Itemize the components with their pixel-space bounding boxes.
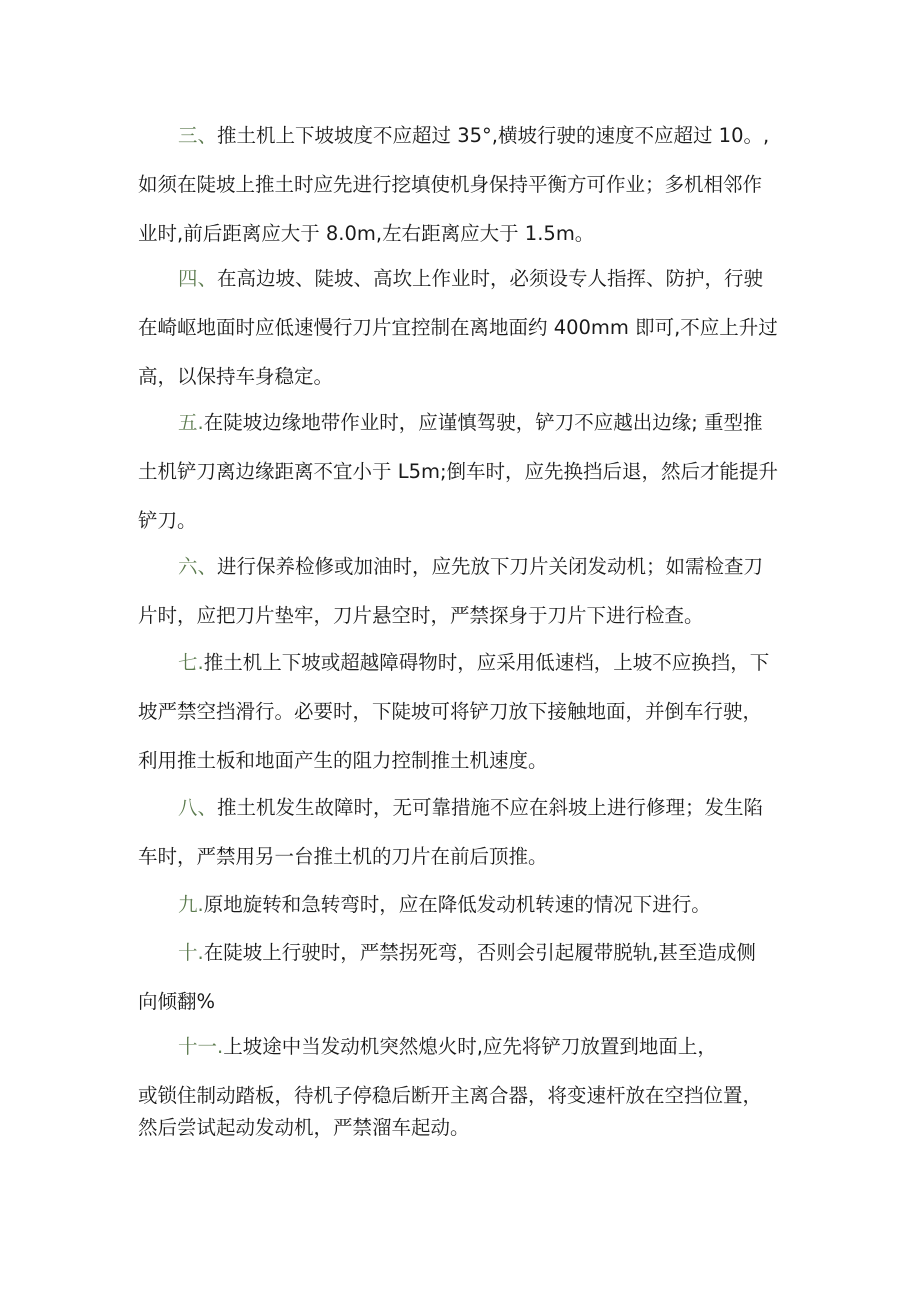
- paragraph-3: [138, 111, 788, 258]
- paragraph-line: 或锁住制动踏板，待机子停稳后断开主离合器，将变速杆放在空挡位置，: [138, 1084, 763, 1107]
- paragraph-5: [138, 398, 788, 545]
- paragraph-line: 然后尝试起动发动机，严禁溜车起动。: [138, 1116, 470, 1139]
- paragraph-line: 在崎岖地面时应低速慢行刀片宜控制在离地面约 400mm 即可,不应上升过: [138, 316, 778, 339]
- paragraph-4: [138, 254, 788, 401]
- paragraph-line: 片时，应把刀片垫牢，刀片悬空时，严禁探身于刀片下进行检查。: [138, 604, 704, 627]
- paragraph-line: 在陡坡上行驶时，严禁拐死弯，否则会引起履带脱轨,甚至造成侧: [203, 941, 756, 964]
- paragraph-11-continuation: [138, 1080, 788, 1144]
- paragraph-number: 三、: [178, 124, 218, 147]
- paragraph-number: 九.: [178, 893, 204, 916]
- paragraph-number: 七.: [178, 651, 204, 674]
- paragraph-line: 推土机上下坡坡度不应超过 35°,横坡行驶的速度不应超过 10。,: [217, 124, 770, 147]
- paragraph-line: 业时,前后距离应大于 8.0m,左右距离应大于 1.5m。: [138, 222, 595, 245]
- paragraph-number: 四、: [178, 267, 218, 290]
- paragraph-line: 土机铲刀离边缘距离不宜小于 L5m;倒车时，应先换挡后退，然后才能提升: [138, 460, 779, 483]
- paragraph-number: 十.: [178, 941, 204, 964]
- paragraph-line: 推土机发生故障时，无可靠措施不应在斜坡上进行修理；发生陷: [217, 796, 764, 819]
- paragraph-line: 高，以保持车身稳定。: [138, 365, 334, 388]
- paragraph-8: [138, 783, 788, 881]
- paragraph-number: 六、: [178, 555, 218, 578]
- paragraph-line: 推土机上下坡或超越障碍物时，应采用低速档，上坡不应换挡，下: [203, 651, 770, 674]
- paragraph-line: 上坡途中当发动机突然熄火时,应先将铲刀放置到地面上，: [223, 1035, 717, 1058]
- paragraph-line: 坡严禁空挡滑行。必要时，下陡坡可将铲刀放下接触地面，并倒车行驶，: [138, 700, 763, 723]
- paragraph-11: [138, 1022, 788, 1071]
- paragraph-number: 八、: [178, 796, 218, 819]
- paragraph-line: 利用推土板和地面产生的阻力控制推土机速度。: [138, 749, 548, 772]
- paragraph-10: [138, 928, 788, 1026]
- paragraph-number: 五.: [178, 411, 204, 434]
- paragraph-line: 原地旋转和急转弯时，应在降低发动机转速的情况下进行。: [203, 893, 711, 916]
- paragraph-line: 进行保养检修或加油时，应先放下刀片关闭发动机；如需检查刀: [217, 555, 764, 578]
- paragraph-line: 在高边坡、陡坡、高坎上作业时，必须设专人指挥、防护，行驶: [217, 267, 764, 290]
- paragraph-9: [138, 880, 788, 929]
- paragraph-line: 在陡坡边缘地带作业时，应谨慎驾驶，铲刀不应越出边缘; 重型推: [203, 411, 763, 434]
- paragraph-6: [138, 542, 788, 640]
- paragraph-line: 如须在陡坡上推土时应先进行挖填使机身保持平衡方可作业；多机相邻作: [138, 173, 763, 196]
- paragraph-line: 向倾翻%: [138, 990, 216, 1013]
- paragraph-line: 铲刀。: [138, 509, 197, 532]
- paragraph-7: [138, 638, 788, 785]
- paragraph-number: 十一.: [178, 1035, 224, 1058]
- paragraph-line: 车时，严禁用另一台推土机的刀片在前后顶推。: [138, 845, 548, 868]
